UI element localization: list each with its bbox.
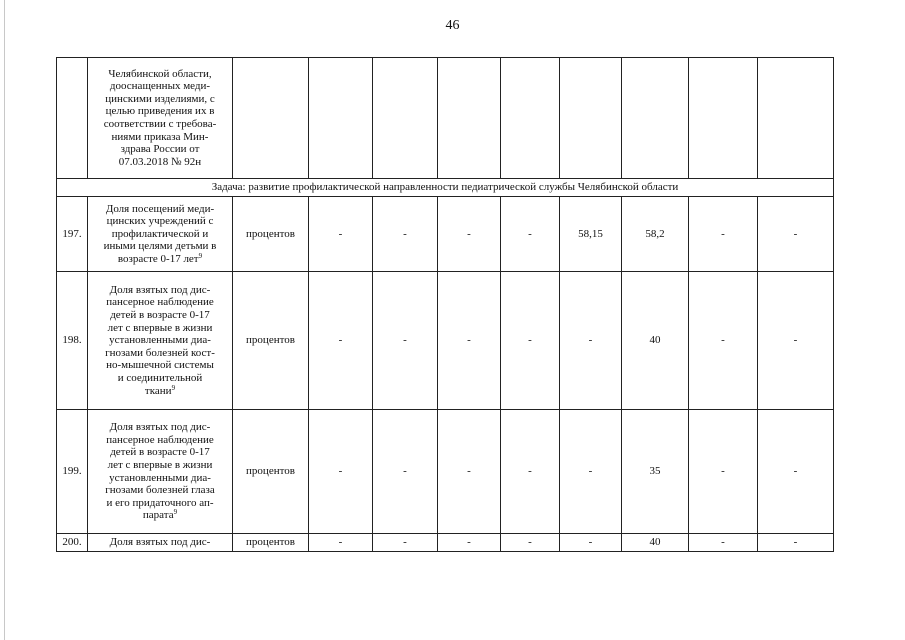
value-cell: - xyxy=(309,534,373,552)
value-cell xyxy=(689,58,758,179)
row-number: 197. xyxy=(57,197,88,272)
task-heading: Задача: развитие профилактической направленности педиатрической службы Челябинской области xyxy=(57,179,834,197)
value-cell: - xyxy=(373,534,438,552)
value-cell: 40 xyxy=(622,272,689,410)
value-cell: 40 xyxy=(622,534,689,552)
value-cell: - xyxy=(758,272,834,410)
table-row xyxy=(57,58,834,179)
row-number: 200. xyxy=(57,534,88,552)
value-cell: - xyxy=(689,410,758,534)
row-number: 199. xyxy=(57,410,88,534)
value-cell: - xyxy=(438,534,501,552)
value-cell: - xyxy=(758,197,834,272)
unit-cell: процентов xyxy=(233,410,309,534)
value-cell: - xyxy=(689,272,758,410)
value-cell: - xyxy=(373,410,438,534)
value-cell: - xyxy=(309,272,373,410)
value-cell xyxy=(758,58,834,179)
value-cell: - xyxy=(560,534,622,552)
scan-edge-rule xyxy=(4,0,5,640)
value-cell xyxy=(309,58,373,179)
unit-cell: процентов xyxy=(233,272,309,410)
value-cell xyxy=(373,58,438,179)
indicator-name: Челябинской области, дооснащенных меди- цинскими изделиями, с целью приведения их в соответствии с требова- ниями приказа Мин- здрава России от 07.03.2018 № 92н xyxy=(88,58,233,179)
indicators-table xyxy=(56,57,834,552)
value-cell: - xyxy=(309,197,373,272)
value-cell: 58,15 xyxy=(560,197,622,272)
value-cell: - xyxy=(501,534,560,552)
table-row xyxy=(57,534,834,552)
value-cell xyxy=(438,58,501,179)
unit-cell: процентов xyxy=(233,197,309,272)
value-cell: - xyxy=(758,410,834,534)
value-cell: - xyxy=(501,410,560,534)
value-cell: - xyxy=(689,197,758,272)
value-cell: - xyxy=(373,272,438,410)
page-number: 46 xyxy=(445,18,460,33)
unit-cell xyxy=(233,58,309,179)
value-cell: - xyxy=(309,410,373,534)
value-cell: - xyxy=(758,534,834,552)
value-cell: 58,2 xyxy=(622,197,689,272)
unit-cell: процентов xyxy=(233,534,309,552)
indicator-name: Доля взятых под дис- пансерное наблюдение детей в возрасте 0-17 лет с впервые в жизни установленными диа- гнозами болезней кост- но-мышечной системы и соединительной ткани$^9$ xyxy=(88,272,233,410)
value-cell: - xyxy=(438,272,501,410)
row-number xyxy=(57,58,88,179)
indicator-name: Доля взятых под дис- пансерное наблюдение детей в возрасте 0-17 лет с впервые в жизни установленными диа- гнозами болезней глаза и его придаточного ап- парата$^9$ xyxy=(88,410,233,534)
table-row xyxy=(57,410,834,534)
value-cell: - xyxy=(560,272,622,410)
indicator-name: Доля посещений меди- цинских учреждений с профилактической и иными целями детьми в возрасте 0-17 лет$^9$ xyxy=(88,197,233,272)
footnote-mark: 9 xyxy=(171,383,176,392)
value-cell: 35 xyxy=(622,410,689,534)
indicator-name: Доля взятых под дис- xyxy=(88,534,233,552)
value-cell: - xyxy=(560,410,622,534)
footnote-mark: 9 xyxy=(173,508,178,517)
value-cell: - xyxy=(501,272,560,410)
task-row xyxy=(57,179,834,197)
value-cell xyxy=(622,58,689,179)
footnote-mark: 9 xyxy=(198,251,203,260)
value-cell: - xyxy=(501,197,560,272)
value-cell: - xyxy=(689,534,758,552)
value-cell xyxy=(560,58,622,179)
table-row xyxy=(57,272,834,410)
table-row xyxy=(57,197,834,272)
value-cell: - xyxy=(438,410,501,534)
value-cell xyxy=(501,58,560,179)
row-number: 198. xyxy=(57,272,88,410)
value-cell: - xyxy=(438,197,501,272)
value-cell: - xyxy=(373,197,438,272)
